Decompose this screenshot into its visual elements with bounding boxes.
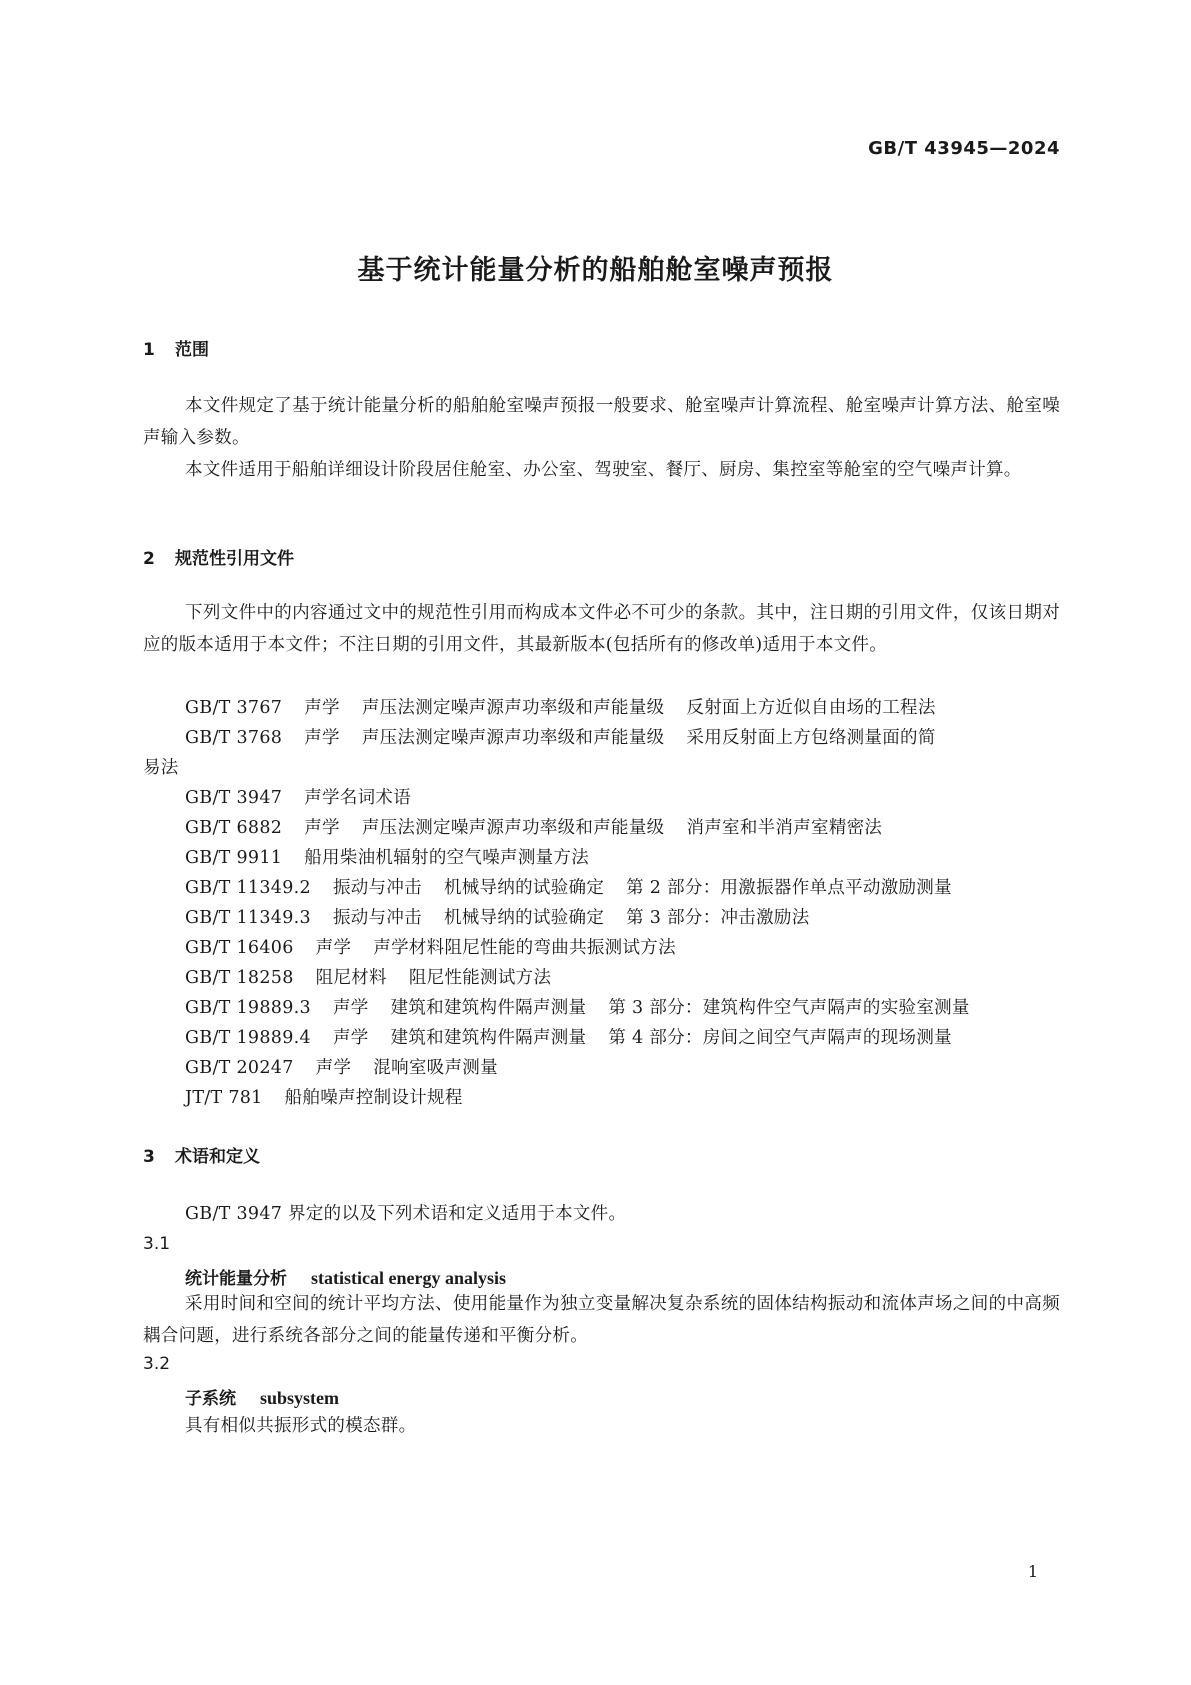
reference-item xyxy=(185,724,958,749)
reference-item xyxy=(185,784,433,809)
reference-item xyxy=(185,1024,974,1049)
reference-title-part: 声学 xyxy=(304,818,340,838)
reference-title-part: 阻尼性能测试方法 xyxy=(408,968,552,988)
section-1-heading xyxy=(143,335,209,360)
section-number: 1 xyxy=(143,340,155,360)
reference-title-part: 第 3 部分：建筑构件空气声隔声的实验室测量 xyxy=(608,998,970,1018)
reference-item xyxy=(185,1084,485,1109)
reference-title-part: 声压法测定噪声源声功率级和声能量级 xyxy=(361,818,665,838)
term-heading xyxy=(185,1264,506,1289)
reference-title-part: 第 4 部分：房间之间空气声隔声的现场测量 xyxy=(608,1028,952,1048)
reference-title-part: 机械导纳的试验确定 xyxy=(443,908,605,928)
reference-title-part: 第 2 部分：用激振器作单点平动激励测量 xyxy=(626,878,952,898)
reference-code: GB/T 9911 xyxy=(185,848,283,868)
reference-item xyxy=(185,844,611,869)
reference-code: GB/T 3768 xyxy=(185,728,283,748)
reference-title-part: 声学 xyxy=(315,1058,352,1078)
reference-item xyxy=(185,874,974,899)
section-title: 规范性引用文件 xyxy=(175,549,294,569)
reference-title-part: 船用柴油机辐射的空气噪声测量方法 xyxy=(304,848,590,868)
term-en: subsystem xyxy=(260,1388,340,1408)
reference-title-part: 阻尼材料 xyxy=(315,968,387,988)
section-2-heading xyxy=(143,544,294,569)
reference-title-part: 声学 xyxy=(315,938,352,958)
reference-code: GB/T 18258 xyxy=(185,968,294,988)
term-number: 3.1 xyxy=(143,1234,171,1254)
reference-title-part: 声学 xyxy=(304,728,340,748)
reference-item xyxy=(185,934,698,959)
section-title: 术语和定义 xyxy=(175,1147,260,1167)
term-zh: 统计能量分析 xyxy=(185,1269,287,1289)
reference-code: GB/T 19889.4 xyxy=(185,1028,311,1048)
standard-code: GB/T 43945—2024 xyxy=(868,138,1060,159)
section-number: 3 xyxy=(143,1147,155,1167)
reference-item xyxy=(185,814,904,839)
reference-title-part: 混响室吸声测量 xyxy=(373,1058,498,1078)
reference-title-part: 船舶噪声控制设计规程 xyxy=(284,1088,463,1108)
reference-title-part: 第 3 部分：冲击激励法 xyxy=(626,908,810,928)
term-definition: 具有相似共振形式的模态群。 xyxy=(185,1416,417,1436)
section-1-paragraph-2: 本文件适用于船舶详细设计阶段居住舱室、办公室、驾驶室、餐厅、厨房、集控室等舱室的空气噪声计算。 xyxy=(185,460,1022,480)
term-number: 3.2 xyxy=(143,1354,171,1374)
reference-title-part: 机械导纳的试验确定 xyxy=(443,878,605,898)
reference-continuation: 易法 xyxy=(143,758,179,778)
reference-item xyxy=(185,1054,520,1079)
reference-item xyxy=(185,964,573,989)
reference-title-part: 采用反射面上方包络测量面的简 xyxy=(686,728,936,748)
section-2-paragraph-1: 下列文件中的内容通过文中的规范性引用而构成本文件必不可少的条款。其中，注日期的引用文件，仅该日期对应的版本适用于本文件；不注日期的引用文件，其最新版本(包括所有的修改单)适用于本文件。 xyxy=(143,603,1060,655)
reference-item xyxy=(185,904,832,929)
reference-title-part: 声压法测定噪声源声功率级和声能量级 xyxy=(361,728,665,748)
reference-title-part: 振动与冲击 xyxy=(332,908,422,928)
document-title: 基于统计能量分析的船舶舱室噪声预报 xyxy=(357,255,834,286)
reference-title-part: 消声室和半消声室精密法 xyxy=(686,818,883,838)
reference-title-part: 声学 xyxy=(304,698,340,718)
reference-code: GB/T 11349.2 xyxy=(185,878,311,898)
term-en: statistical energy analysis xyxy=(311,1268,506,1288)
reference-title-part: 反射面上方近似自由场的工程法 xyxy=(686,698,936,718)
section-3-intro: GB/T 3947 界定的以及下列术语和定义适用于本文件。 xyxy=(185,1204,627,1224)
reference-code: JT/T 781 xyxy=(185,1088,263,1108)
reference-code: GB/T 16406 xyxy=(185,938,294,958)
term-definition: 采用时间和空间的统计平均方法、使用能量作为独立变量解决复杂系统的固体结构振动和流体声场之间的中高频耦合问题，进行系统各部分之间的能量传递和平衡分析。 xyxy=(143,1294,1060,1346)
reference-title-part: 建筑和建筑构件隔声测量 xyxy=(390,1028,587,1048)
reference-title-part: 振动与冲击 xyxy=(332,878,422,898)
section-3-heading xyxy=(143,1142,260,1167)
reference-code: GB/T 20247 xyxy=(185,1058,294,1078)
page-number: 1 xyxy=(1027,1562,1038,1581)
reference-item xyxy=(185,994,992,1019)
reference-code: GB/T 6882 xyxy=(185,818,283,838)
reference-code: GB/T 11349.3 xyxy=(185,908,311,928)
reference-code: GB/T 3947 xyxy=(185,788,283,808)
reference-title-part: 声学名词术语 xyxy=(304,788,412,808)
reference-title-part: 声学 xyxy=(332,1028,369,1048)
term-heading xyxy=(185,1384,339,1409)
reference-title-part: 声学材料阻尼性能的弯曲共振测试方法 xyxy=(373,938,676,958)
term-zh: 子系统 xyxy=(185,1389,236,1409)
reference-code: GB/T 3767 xyxy=(185,698,283,718)
section-title: 范围 xyxy=(175,340,209,360)
reference-code: GB/T 19889.3 xyxy=(185,998,311,1018)
section-number: 2 xyxy=(143,549,155,569)
reference-title-part: 建筑和建筑构件隔声测量 xyxy=(390,998,587,1018)
reference-item xyxy=(185,694,958,719)
reference-title-part: 声压法测定噪声源声功率级和声能量级 xyxy=(361,698,665,718)
reference-title-part: 声学 xyxy=(332,998,369,1018)
section-1-paragraph-1: 本文件规定了基于统计能量分析的船舶舱室噪声预报一般要求、舱室噪声计算流程、舱室噪声计算方法、舱室噪声输入参数。 xyxy=(143,396,1060,448)
